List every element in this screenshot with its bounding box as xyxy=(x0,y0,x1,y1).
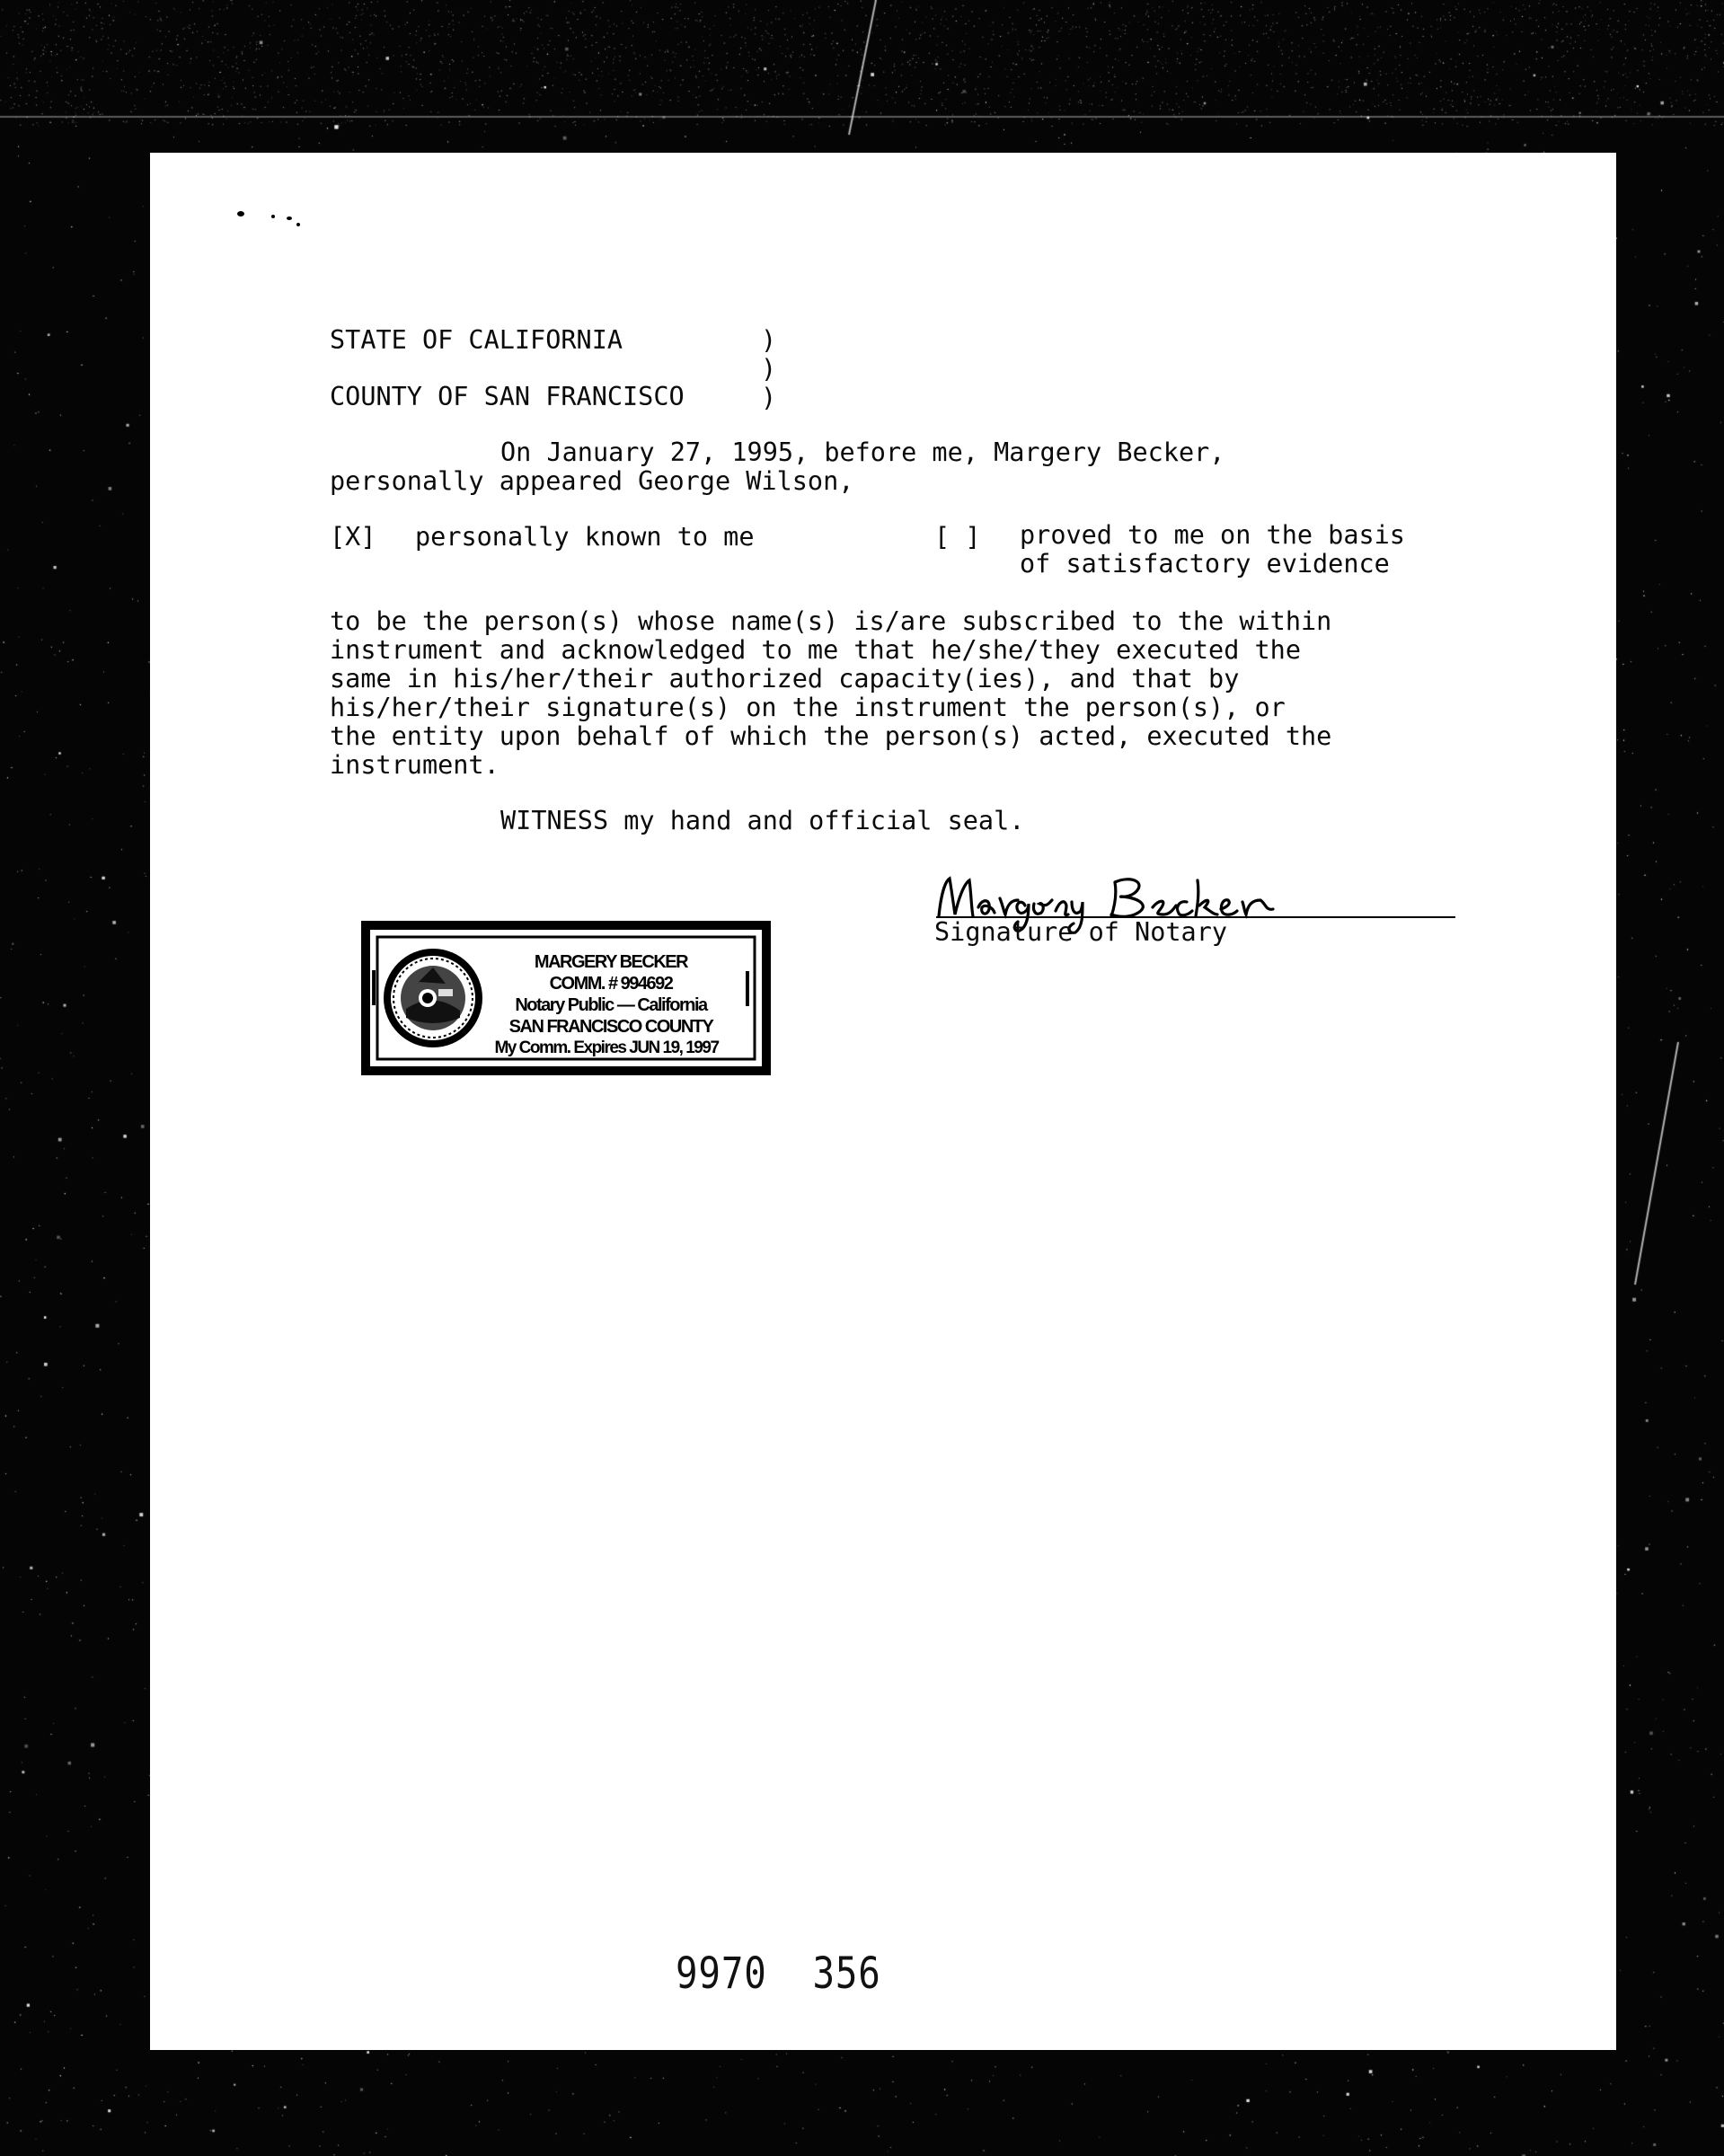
appearance-line-2: personally appeared George Wilson, xyxy=(330,466,854,496)
stamp-title: Notary Public — California xyxy=(515,995,707,1015)
paragraph-line: his/her/their signature(s) on the instrument the person(s), or xyxy=(330,693,1286,722)
state-line: STATE OF CALIFORNIA xyxy=(330,325,623,355)
known-checkbox: [X] xyxy=(330,522,376,552)
witness-line: WITNESS my hand and official seal. xyxy=(500,806,1025,835)
paragraph-line: same in his/her/their authorized capacity(ies), and that by xyxy=(330,664,1240,694)
proved-label-line-1: proved to me on the basis xyxy=(1020,520,1405,550)
paragraph-line: instrument and acknowledged to me that he/she/they executed the xyxy=(330,635,1301,665)
state-seal-icon xyxy=(381,946,485,1050)
notary-acknowledgment-page xyxy=(150,153,1616,2050)
county-line: COUNTY OF SAN FRANCISCO xyxy=(330,382,685,411)
stamp-side-mark-right: ▬▬▬ xyxy=(743,971,756,1006)
paragraph-line: the entity upon behalf of which the person(s) acted, executed the xyxy=(330,721,1332,751)
appearance-line-1: On January 27, 1995, before me, Margery Becker, xyxy=(500,437,1225,467)
document-number: 9970 356 xyxy=(676,1948,881,1999)
paragraph-line: to be the person(s) whose name(s) is/are subscribed to the within xyxy=(330,606,1332,636)
stamp-notary-name: MARGERY BECKER xyxy=(534,952,688,972)
stamp-text-block xyxy=(476,951,746,1059)
stamp-county: SAN FRANCISCO COUNTY xyxy=(508,1017,713,1037)
notary-stamp xyxy=(361,921,771,1075)
scan-smudge-marks xyxy=(235,208,334,235)
proved-checkbox: [ ] xyxy=(934,522,981,552)
paragraph-line: instrument. xyxy=(330,750,500,780)
venue-bracket: ) ) ) xyxy=(761,325,777,412)
signature-caption: Signature of Notary xyxy=(934,917,1228,947)
stamp-commission: COMM. # 994692 xyxy=(549,974,673,994)
known-label: personally known to me xyxy=(415,522,755,552)
stamp-expiration: My Comm. Expires JUN 19, 1997 xyxy=(494,1038,719,1057)
proved-label-line-2: of satisfactory evidence xyxy=(1020,549,1390,579)
stamp-side-mark-left: ▬▬▬ xyxy=(365,970,378,1005)
